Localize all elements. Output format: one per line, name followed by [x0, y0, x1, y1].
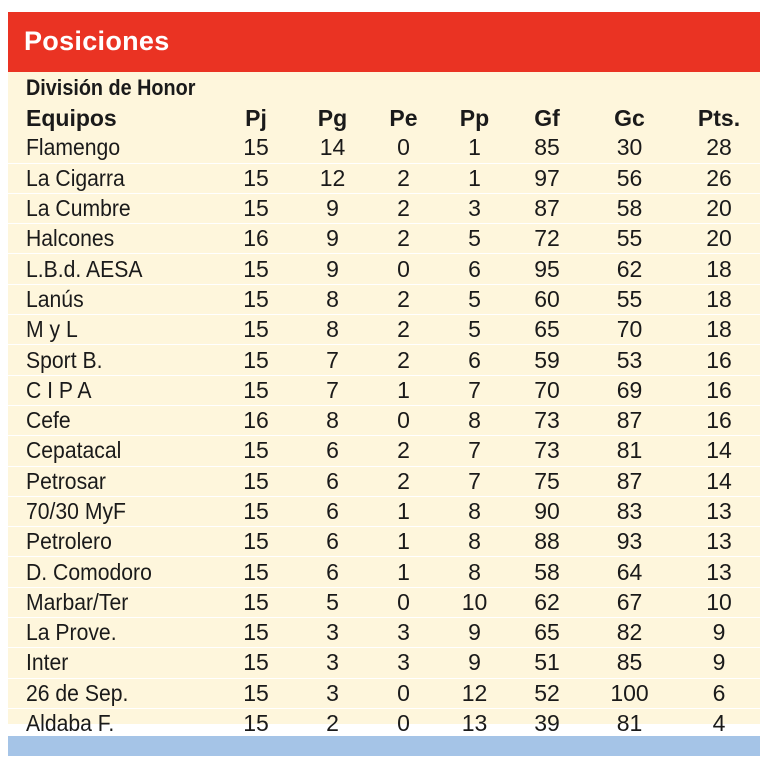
- team-name: L.B.d. AESA: [26, 255, 143, 282]
- cell-pp: 8: [468, 498, 481, 524]
- cell-gc: 83: [616, 498, 643, 524]
- cell-pe: 0: [397, 710, 410, 737]
- cell-pg: 8: [326, 316, 339, 343]
- footer-bar: [8, 736, 760, 756]
- team-name-cell: [8, 284, 218, 314]
- cell-pp: 8: [468, 407, 481, 434]
- cell-gc: 30: [616, 134, 643, 161]
- cell-gf: 52: [534, 679, 560, 706]
- standings-table: [8, 104, 760, 739]
- cell-pp: 10: [461, 588, 488, 615]
- cell-pj: 15: [243, 498, 269, 524]
- cell-pj: 15: [243, 346, 269, 373]
- cell-pp: 5: [468, 316, 481, 343]
- cell-gf: 65: [534, 619, 560, 646]
- table-row: [8, 284, 760, 314]
- cell-pe: 0: [397, 255, 410, 282]
- cell-gc: 100: [610, 679, 649, 706]
- cell-pts: 20: [706, 225, 732, 252]
- cell-pj: 15: [243, 316, 269, 343]
- cell-pe: 2: [397, 195, 410, 222]
- cell-pg: 3: [326, 679, 339, 706]
- team-name: Sport B.: [26, 346, 103, 373]
- cell-gf: 70: [534, 376, 560, 403]
- cell-pj: 15: [243, 528, 269, 555]
- table-row: [8, 193, 760, 223]
- cell-gf: 65: [534, 316, 560, 343]
- cell-pe: 0: [397, 407, 410, 434]
- cell-pp: 13: [461, 710, 488, 737]
- cell-pts: 14: [706, 437, 732, 464]
- cell-pe: 0: [397, 134, 410, 161]
- cell-pg: 14: [319, 134, 346, 161]
- cell-pp: 1: [468, 134, 481, 161]
- team-name: 70/30 MyF: [26, 498, 126, 524]
- cell-pp: 5: [468, 225, 481, 252]
- cell-gf: 87: [534, 195, 560, 222]
- team-name-cell: [8, 436, 218, 466]
- team-name: La Prove.: [26, 619, 117, 646]
- cell-pe: 3: [397, 649, 410, 676]
- cell-gf: 75: [534, 467, 560, 494]
- cell-pg: 6: [326, 558, 339, 585]
- team-name: Petrosar: [26, 467, 106, 494]
- cell-pj: 15: [243, 285, 269, 312]
- team-name-cell: [8, 133, 218, 163]
- cell-gc: 87: [616, 407, 643, 434]
- team-name-cell: [8, 466, 218, 496]
- cell-pj: 15: [243, 134, 269, 161]
- cell-gc: 93: [616, 528, 643, 555]
- cell-gc: 56: [616, 164, 643, 191]
- cell-pts: 18: [706, 255, 732, 282]
- cell-pp: 7: [468, 437, 481, 464]
- cell-pe: 2: [397, 164, 410, 191]
- cell-gf: 39: [534, 710, 560, 737]
- team-name-cell: [8, 193, 218, 223]
- table-row: [8, 618, 760, 648]
- cell-pe: 1: [397, 376, 410, 403]
- team-name-cell: [8, 163, 218, 193]
- cell-pts: 16: [706, 407, 732, 434]
- cell-pts: 18: [706, 285, 732, 312]
- cell-gc: 87: [616, 467, 643, 494]
- cell-pg: 6: [326, 467, 339, 494]
- table-header-row: [8, 104, 760, 133]
- team-name: C I P A: [26, 376, 92, 403]
- cell-pts: 18: [706, 316, 732, 343]
- cell-pj: 16: [243, 225, 269, 252]
- cell-gc: 82: [616, 619, 643, 646]
- table-row: [8, 557, 760, 587]
- header-banner: [8, 12, 760, 72]
- cell-gf: 73: [534, 407, 560, 434]
- cell-pe: 2: [397, 346, 410, 373]
- cell-gc: 70: [616, 316, 643, 343]
- cell-pg: 6: [326, 437, 339, 464]
- cell-gc: 62: [616, 255, 643, 282]
- table-row: [8, 466, 760, 496]
- team-name-cell: [8, 587, 218, 617]
- cell-pg: 9: [326, 195, 339, 222]
- team-name: La Cigarra: [26, 164, 125, 191]
- cell-pg: 7: [326, 346, 339, 373]
- team-name-cell: [8, 708, 218, 738]
- team-name-cell: [8, 557, 218, 587]
- cell-pe: 2: [397, 467, 410, 494]
- team-name-cell: [8, 224, 218, 254]
- standings-card: [8, 12, 760, 737]
- column-header-gc: Gc: [614, 105, 645, 132]
- team-name-cell: [8, 345, 218, 375]
- cell-pg: 5: [326, 588, 339, 615]
- cell-pts: 14: [706, 467, 732, 494]
- cell-pj: 15: [243, 649, 269, 676]
- cell-pg: 8: [326, 285, 339, 312]
- cell-pe: 1: [397, 528, 410, 555]
- column-header-equipos: Equipos: [26, 105, 117, 132]
- cell-pe: 2: [397, 437, 410, 464]
- cell-pts: 6: [712, 679, 726, 706]
- cell-pts: 16: [706, 346, 732, 373]
- cell-pg: 2: [326, 710, 339, 737]
- team-name-cell: [8, 527, 218, 557]
- cell-pj: 16: [243, 407, 269, 434]
- cell-gf: 90: [534, 498, 560, 524]
- column-header-pp: Pp: [459, 105, 490, 132]
- cell-gc: 67: [616, 588, 643, 615]
- team-name-cell: [8, 618, 218, 648]
- cell-pe: 1: [397, 558, 410, 585]
- team-name-cell: [8, 405, 218, 435]
- table-row: [8, 254, 760, 284]
- cell-gc: 58: [616, 195, 643, 222]
- cell-gf: 85: [534, 134, 560, 161]
- cell-pe: 0: [397, 588, 410, 615]
- cell-gc: 53: [616, 346, 643, 373]
- cell-pj: 15: [243, 558, 269, 585]
- cell-gc: 81: [616, 710, 643, 737]
- cell-pj: 15: [243, 710, 269, 737]
- team-name: Marbar/Ter: [26, 588, 129, 615]
- cell-pp: 6: [468, 346, 481, 373]
- cell-pg: 3: [326, 649, 339, 676]
- cell-pts: 9: [712, 619, 726, 646]
- cell-pe: 0: [397, 679, 410, 706]
- cell-pp: 8: [468, 558, 481, 585]
- cell-pg: 7: [326, 376, 339, 403]
- team-name: M y L: [26, 316, 78, 343]
- column-header-pg: Pg: [317, 105, 348, 132]
- team-name-cell: [8, 648, 218, 678]
- cell-pg: 6: [326, 498, 339, 524]
- table-row: [8, 133, 760, 163]
- standings-body: [8, 133, 760, 738]
- cell-pe: 2: [397, 285, 410, 312]
- team-name: Cefe: [26, 407, 71, 434]
- table-row: [8, 315, 760, 345]
- cell-pj: 15: [243, 467, 269, 494]
- cell-pj: 15: [243, 195, 269, 222]
- cell-pp: 9: [468, 649, 481, 676]
- table-row: [8, 375, 760, 405]
- team-name-cell: [8, 375, 218, 405]
- team-name-cell: [8, 496, 218, 526]
- cell-pts: 13: [706, 498, 732, 524]
- column-header-pj: Pj: [245, 105, 267, 132]
- cell-pj: 15: [243, 588, 269, 615]
- cell-pp: 6: [468, 255, 481, 282]
- team-name: Lanús: [26, 285, 84, 312]
- column-header-pts: Pts.: [697, 105, 741, 132]
- cell-pe: 2: [397, 316, 410, 343]
- table-row: [8, 648, 760, 678]
- cell-pj: 15: [243, 255, 269, 282]
- cell-pj: 15: [243, 437, 269, 464]
- cell-pg: 6: [326, 528, 339, 555]
- team-name-cell: [8, 678, 218, 708]
- cell-pp: 9: [468, 619, 481, 646]
- cell-pg: 3: [326, 619, 339, 646]
- division-title: División de Honor: [26, 75, 196, 100]
- cell-pts: 16: [706, 376, 732, 403]
- cell-pg: 12: [319, 164, 346, 191]
- table-row: [8, 708, 760, 738]
- team-name: Aldaba F.: [26, 710, 115, 737]
- team-name: Petrolero: [26, 528, 112, 555]
- team-name: 26 de Sep.: [26, 679, 129, 706]
- cell-pts: 28: [706, 134, 732, 161]
- page-title: Posiciones: [24, 26, 170, 56]
- cell-pp: 5: [468, 285, 481, 312]
- cell-pts: 10: [706, 588, 732, 615]
- cell-gc: 55: [616, 285, 643, 312]
- table-row: [8, 527, 760, 557]
- table-row: [8, 678, 760, 708]
- team-name: D. Comodoro: [26, 558, 152, 585]
- cell-gc: 85: [616, 649, 643, 676]
- cell-pg: 9: [326, 225, 339, 252]
- cell-gf: 59: [534, 346, 560, 373]
- cell-pts: 4: [712, 710, 726, 737]
- cell-pts: 26: [706, 164, 732, 191]
- cell-pj: 15: [243, 164, 269, 191]
- cell-gc: 69: [616, 376, 643, 403]
- team-name: La Cumbre: [26, 195, 131, 222]
- table-row: [8, 436, 760, 466]
- cell-pp: 7: [468, 376, 481, 403]
- team-name: Flamengo: [26, 134, 121, 161]
- cell-pp: 12: [461, 679, 488, 706]
- table-row: [8, 587, 760, 617]
- cell-gf: 51: [534, 649, 560, 676]
- cell-pts: 13: [706, 558, 732, 585]
- cell-gc: 64: [616, 558, 643, 585]
- cell-pts: 13: [706, 528, 732, 555]
- cell-pp: 8: [468, 528, 481, 555]
- cell-pts: 9: [712, 649, 726, 676]
- cell-pp: 3: [468, 195, 481, 222]
- table-row: [8, 224, 760, 254]
- cell-gf: 95: [534, 255, 560, 282]
- column-header-gf: Gf: [534, 105, 560, 132]
- cell-pj: 15: [243, 619, 269, 646]
- cell-pp: 7: [468, 467, 481, 494]
- cell-pts: 20: [706, 195, 732, 222]
- cell-gf: 62: [534, 588, 560, 615]
- cell-pg: 8: [326, 407, 339, 434]
- team-name-cell: [8, 315, 218, 345]
- cell-pe: 3: [397, 619, 410, 646]
- team-name: Halcones: [26, 225, 115, 252]
- team-name: Inter: [26, 649, 69, 676]
- team-name-cell: [8, 254, 218, 284]
- cell-gf: 72: [534, 225, 560, 252]
- cell-gf: 73: [534, 437, 560, 464]
- cell-pe: 2: [397, 225, 410, 252]
- cell-gf: 60: [534, 285, 560, 312]
- cell-gf: 58: [534, 558, 560, 585]
- cell-pp: 1: [468, 164, 481, 191]
- team-name: Cepatacal: [26, 437, 122, 464]
- cell-gc: 55: [616, 225, 643, 252]
- cell-pj: 15: [243, 376, 269, 403]
- cell-pg: 9: [326, 255, 339, 282]
- cell-gf: 88: [534, 528, 560, 555]
- cell-gc: 81: [616, 437, 643, 464]
- cell-pe: 1: [397, 498, 410, 524]
- cell-gf: 97: [534, 164, 560, 191]
- table-row: [8, 345, 760, 375]
- table-row: [8, 496, 760, 526]
- table-row: [8, 163, 760, 193]
- table-row: [8, 405, 760, 435]
- cell-pj: 15: [243, 679, 269, 706]
- column-header-pe: Pe: [389, 105, 418, 132]
